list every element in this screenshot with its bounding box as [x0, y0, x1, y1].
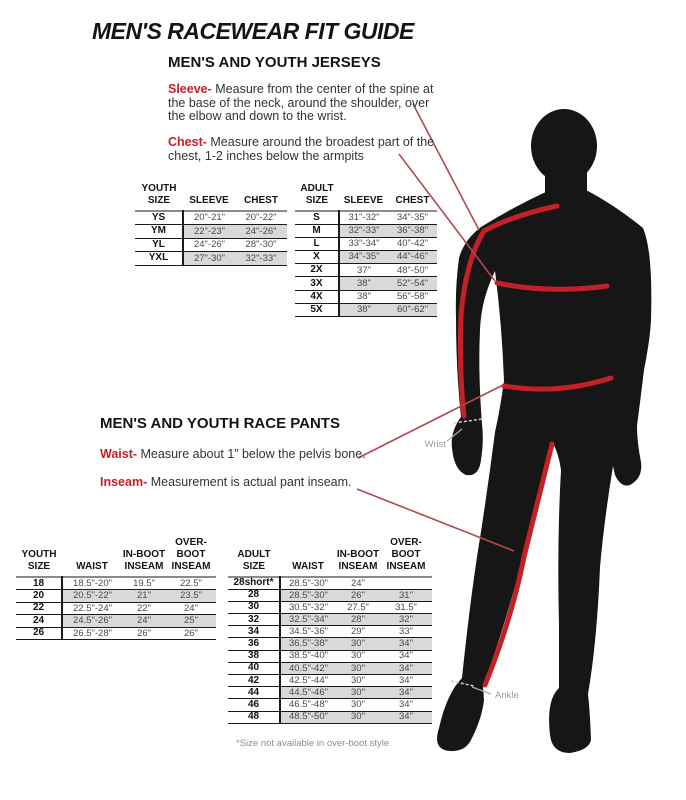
- size-cell: 26: [16, 627, 62, 640]
- chest-instruction-text: Measure around the broadest part of the chest, 1-2 inches below the armpits: [168, 135, 435, 163]
- measurement-cell: 38": [357, 290, 371, 302]
- measurement-cell: 30": [351, 674, 365, 686]
- table-row: [295, 211, 437, 224]
- jerseys-section-heading: MEN'S AND YOUTH JERSEYS: [168, 54, 381, 71]
- table-row: [228, 662, 432, 674]
- table-row: [295, 290, 437, 303]
- table-row: [228, 626, 432, 638]
- youth-jersey-size-table: [135, 183, 287, 266]
- measurement-cell: 48"-50": [396, 264, 429, 276]
- measurement-cell: 37": [357, 264, 371, 276]
- measurement-cell: 30.5"-32": [289, 601, 328, 613]
- size-cell: 22: [16, 602, 62, 615]
- table-row: [16, 602, 216, 615]
- measurement-cell: 44.5"-46": [280, 687, 336, 699]
- size-cell: 42: [228, 675, 280, 687]
- column-header: OVER-BOOT INSEAM: [386, 537, 426, 572]
- measurement-cell: 34": [380, 687, 432, 699]
- size-cell: 32: [228, 614, 280, 626]
- measurement-cell: 31"-32": [348, 212, 380, 224]
- measurement-cell: 31": [380, 589, 432, 601]
- column-header: ADULT SIZE: [300, 183, 334, 206]
- measurement-cell: [380, 577, 432, 589]
- measurement-cell: 34": [380, 711, 432, 723]
- sleeve-instruction-label: Sleeve-: [168, 82, 212, 96]
- size-cell: 5X: [295, 303, 339, 316]
- size-cell: YXL: [135, 252, 183, 266]
- measurement-cell: 34": [399, 699, 413, 711]
- table-row: [135, 238, 287, 252]
- column-header: WAIST: [76, 561, 108, 572]
- measurement-cell: 20"-21": [193, 212, 226, 224]
- measurement-cell: 30": [351, 699, 365, 711]
- column-header: ADULT SIZE: [237, 549, 271, 572]
- sleeve-instruction: [168, 83, 448, 124]
- measurement-cell: 60"-62": [388, 303, 437, 316]
- waist-instruction-text: Measure about 1” below the pelvis bone.: [137, 447, 366, 461]
- measurement-cell: 38.5"-40": [289, 650, 328, 662]
- measurement-cell: 34": [380, 662, 432, 674]
- measurement-cell: 31.5": [395, 601, 417, 613]
- table-row: [228, 687, 432, 699]
- measurement-cell: 20.5"-22": [62, 590, 122, 603]
- measurement-cell: 23.5": [166, 590, 216, 603]
- measurement-cell: 22.5": [180, 577, 202, 589]
- size-cell: 2X: [295, 264, 339, 277]
- table-row: [295, 303, 437, 316]
- measurement-cell: 32": [380, 614, 432, 626]
- column-header: YOUTH SIZE: [21, 549, 57, 572]
- column-header: CHEST: [244, 195, 278, 206]
- measurement-cell: 32"-33": [339, 224, 388, 237]
- column-header: CHEST: [395, 195, 430, 206]
- measurement-cell: 36"-38": [388, 224, 437, 237]
- table-row: [16, 627, 216, 640]
- measurement-cell: 33"-34": [348, 238, 380, 250]
- measurement-cell: 24"-26": [235, 225, 287, 239]
- size-cell: 28short*: [228, 577, 280, 589]
- measurement-cell: 26": [184, 627, 198, 639]
- ankle-label: Ankle: [495, 690, 519, 701]
- male-silhouette: [437, 109, 651, 753]
- table-row: [135, 225, 287, 239]
- size-cell: 3X: [295, 277, 339, 290]
- table-row: [16, 577, 216, 590]
- measurement-cell: 34": [399, 650, 413, 662]
- measurement-cell: 24": [351, 577, 365, 589]
- measurement-cell: 18.5"-20": [73, 577, 112, 589]
- measurement-cell: 32"-33": [235, 252, 287, 266]
- sleeve-instruction-text: Measure from the center of the spine at the base of the neck, around the shoulder, over the elbow and down to the wrist.: [168, 82, 434, 123]
- measurement-cell: 28.5"-30": [289, 577, 328, 589]
- table-row: [228, 589, 432, 601]
- page-title: MEN'S RACEWEAR FIT GUIDE: [92, 18, 414, 44]
- size-cell: 18: [16, 577, 62, 590]
- size-cell: YM: [135, 225, 183, 239]
- size-cell: 36: [228, 638, 280, 650]
- measurement-cell: 29": [351, 626, 365, 638]
- size-cell: 30: [228, 601, 280, 613]
- table-row: [295, 237, 437, 250]
- measurement-cell: 21": [122, 590, 166, 603]
- table-row: [228, 577, 432, 589]
- measurement-cell: 32.5"-34": [280, 614, 336, 626]
- measurement-cell: 44"-46": [388, 251, 437, 264]
- measurement-cell: 24.5"-26": [62, 615, 122, 628]
- table-row: [228, 650, 432, 662]
- measurement-cell: 22"-23": [183, 225, 235, 239]
- wrist-label: Wrist: [424, 439, 446, 450]
- measurement-cell: 40"-42": [396, 238, 429, 250]
- size-cell: 38: [228, 650, 280, 662]
- measurement-cell: 25": [166, 615, 216, 628]
- measurement-cell: 34": [380, 638, 432, 650]
- measurement-cell: 30": [336, 687, 380, 699]
- column-header: OVER-BOOT INSEAM: [171, 537, 211, 572]
- chest-instruction: [168, 136, 448, 163]
- inseam-instruction-text: Measurement is actual pant inseam.: [147, 475, 352, 489]
- size-cell: S: [295, 211, 339, 224]
- column-header: IN-BOOT INSEAM: [336, 549, 380, 572]
- measurement-cell: 56"-58": [396, 290, 429, 302]
- table-row: [16, 615, 216, 628]
- measurement-cell: 33": [399, 626, 413, 638]
- measurement-cell: 22": [137, 602, 151, 614]
- measurement-cell: 28": [336, 614, 380, 626]
- measurement-cell: 24"-26": [193, 239, 226, 250]
- size-cell: L: [295, 237, 339, 250]
- measurement-cell: 27"-30": [183, 252, 235, 266]
- chest-instruction-label: Chest-: [168, 135, 207, 149]
- size-cell: 40: [228, 662, 280, 674]
- table-row: [228, 699, 432, 711]
- table-row: [135, 211, 287, 225]
- measurement-cell: 24": [184, 602, 198, 614]
- size-cell: 34: [228, 626, 280, 638]
- measurement-cell: 26": [336, 589, 380, 601]
- table-row: [295, 224, 437, 237]
- size-cell: YS: [135, 211, 183, 225]
- table-row: [295, 264, 437, 277]
- youth-pants-size-table: [16, 537, 216, 640]
- measurement-cell: 22.5"-24": [73, 602, 112, 614]
- table-row: [135, 252, 287, 266]
- measurement-cell: 48.5"-50": [280, 711, 336, 723]
- measurement-cell: 38": [339, 303, 388, 316]
- measurement-cell: 30": [336, 662, 380, 674]
- measurement-cell: 28"-30": [245, 239, 277, 250]
- table-row: [228, 711, 432, 723]
- measurement-cell: 40.5"-42": [280, 662, 336, 674]
- adult-jersey-size-table: [295, 183, 437, 317]
- size-cell: M: [295, 224, 339, 237]
- measurement-cell: 28.5"-30": [280, 589, 336, 601]
- measurement-cell: 38": [339, 277, 388, 290]
- inseam-instruction: [100, 476, 430, 490]
- size-footnote: *Size not available in over-boot style: [236, 738, 390, 749]
- size-cell: 28: [228, 589, 280, 601]
- measurement-cell: 20"-22": [245, 212, 277, 224]
- table-row: [295, 277, 437, 290]
- measurement-cell: 46.5"-48": [289, 699, 328, 711]
- size-cell: 46: [228, 699, 280, 711]
- measurement-cell: 52"-54": [388, 277, 437, 290]
- waist-instruction-label: Waist-: [100, 447, 138, 461]
- column-header: WAIST: [292, 561, 324, 572]
- measurement-cell: 34"-35": [339, 251, 388, 264]
- size-cell: 24: [16, 615, 62, 628]
- table-row: [228, 614, 432, 626]
- measurement-cell: 42.5"-44": [289, 674, 328, 686]
- measurement-cell: 30": [336, 711, 380, 723]
- size-cell: 4X: [295, 290, 339, 303]
- column-header: YOUTH SIZE: [141, 183, 177, 206]
- size-cell: 48: [228, 711, 280, 723]
- measurement-cell: 30": [351, 650, 365, 662]
- measurement-cell: 26": [137, 627, 151, 639]
- column-header: IN-BOOT INSEAM: [122, 549, 166, 572]
- table-row: [228, 638, 432, 650]
- measurement-cell: 34.5"-36": [289, 626, 328, 638]
- pants-section-heading: MEN'S AND YOUTH RACE PANTS: [100, 415, 340, 432]
- table-row: [295, 251, 437, 264]
- measurement-cell: 27.5": [347, 601, 369, 613]
- measurement-cell: 34": [399, 674, 413, 686]
- size-cell: X: [295, 251, 339, 264]
- measurement-cell: 24": [122, 615, 166, 628]
- adult-pants-size-table: [228, 537, 432, 724]
- table-row: [16, 590, 216, 603]
- size-cell: 44: [228, 687, 280, 699]
- size-cell: 20: [16, 590, 62, 603]
- size-cell: YL: [135, 238, 183, 252]
- table-row: [228, 601, 432, 613]
- measurement-cell: 26.5"-28": [73, 627, 112, 639]
- measurement-cell: 36.5"-38": [280, 638, 336, 650]
- column-header: SLEEVE: [343, 195, 384, 206]
- measurement-cell: 34"-35": [396, 212, 429, 224]
- inseam-instruction-label: Inseam-: [100, 475, 148, 489]
- table-row: [228, 675, 432, 687]
- measurement-cell: 30": [336, 638, 380, 650]
- waist-instruction: [100, 448, 430, 462]
- column-header: SLEEVE: [189, 195, 229, 206]
- measurement-cell: 19.5": [133, 577, 155, 589]
